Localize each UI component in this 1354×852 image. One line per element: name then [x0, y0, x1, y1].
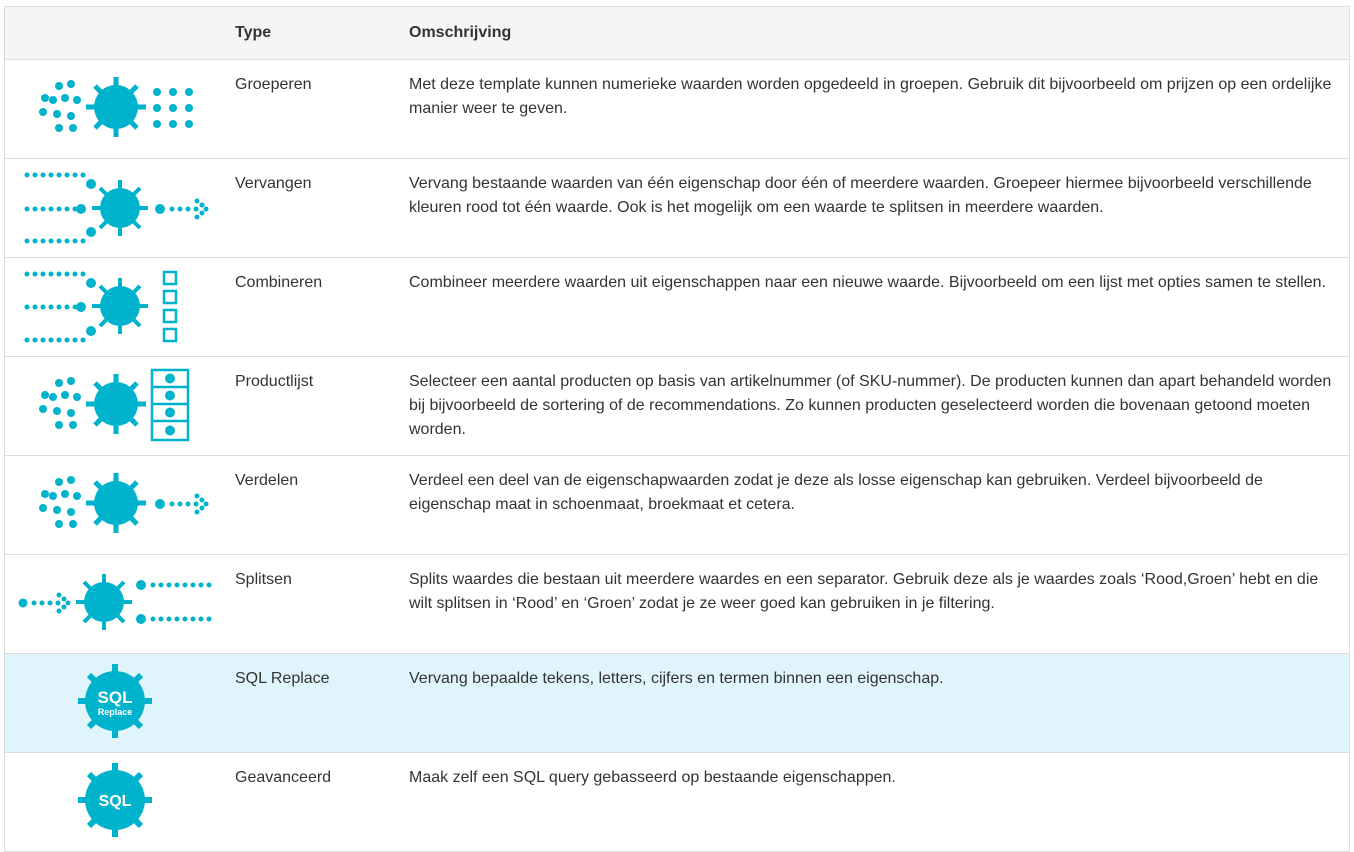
- row-description: Combineer meerdere waarden uit eigenschappen naar een nieuwe waarde. Bijvoorbeeld om een lijst met opties samen te stellen.: [409, 274, 1326, 291]
- row-type: SQL Replace: [235, 670, 330, 687]
- table-row-geavanceerd[interactable]: [5, 752, 1349, 851]
- row-type: Splitsen: [235, 571, 292, 588]
- table-row-sql-replace[interactable]: [5, 653, 1349, 752]
- table-row-verdelen[interactable]: [5, 455, 1349, 554]
- row-description: Met deze template kunnen numerieke waarden worden opgedeeld in groepen. Gebruik dit bijvoorbeeld om prijzen op een ordelijke manier weer te geven.: [409, 76, 1332, 117]
- header-type: Type: [235, 24, 272, 41]
- table-row-groeperen[interactable]: [5, 59, 1349, 158]
- combineren-icon: [5, 258, 225, 356]
- splitsen-icon: [5, 555, 225, 653]
- row-description: Splits waardes die bestaan uit meerdere waardes en een separator. Gebruik deze als je waardes zoals ‘Rood,Groen’ hebt en die wilt splitsen in ‘Rood’ en ‘Groen’ zodat je ze weer goed kan gebruiken in je filtering.: [409, 571, 1319, 612]
- row-description: Verdeel een deel van de eigenschapwaarden zodat je deze als losse eigenschap kan gebruiken. Verdeel bijvoorbeeld de eigenschap maat in schoenmaat, broekmaat et cetera.: [409, 472, 1263, 513]
- table-row-vervangen[interactable]: [5, 158, 1349, 257]
- row-description: Maak zelf een SQL query gebasseerd op bestaande eigenschappen.: [409, 769, 896, 786]
- table-header: [5, 7, 1349, 59]
- row-type: Groeperen: [235, 76, 312, 93]
- sql-replace-icon: [5, 654, 225, 752]
- row-type: Geavanceerd: [235, 769, 332, 786]
- row-type: Verdelen: [235, 472, 299, 489]
- svg-text:Replace: Replace: [97, 707, 133, 717]
- row-type: Combineren: [235, 274, 323, 291]
- row-type: Productlijst: [235, 373, 314, 390]
- row-type: Vervangen: [235, 175, 312, 192]
- header-description: Omschrijving: [409, 24, 512, 41]
- verdelen-icon: [5, 456, 225, 554]
- table-row-productlijst[interactable]: [5, 356, 1349, 455]
- svg-text:SQL: SQL: [98, 793, 132, 810]
- row-description: Vervang bestaande waarden van één eigenschap door één of meerdere waarden. Groepeer hiermee bijvoorbeeld verschillende kleuren rood tot één waarde. Ook is het mogelijk om een waarde te splitsen in meerdere waarden.: [409, 175, 1312, 216]
- sql-icon: [5, 753, 225, 851]
- row-description: Vervang bepaalde tekens, letters, cijfers en termen binnen een eigenschap.: [409, 670, 944, 687]
- row-description: Selecteer een aantal producten op basis van artikelnummer (of SKU-nummer). De producten kunnen dan apart behandeld worden bij bijvoorbeeld de sortering of de recommendations. Zo kunnen producten geselecteerd worden die bovenaan getoond moeten worden.: [409, 373, 1332, 438]
- vervangen-icon: [5, 159, 225, 257]
- productlijst-icon: [5, 357, 225, 455]
- table-row-splitsen[interactable]: [5, 554, 1349, 653]
- svg-text:SQL: SQL: [97, 688, 133, 707]
- groeperen-icon: [5, 60, 225, 158]
- templates-table: [4, 6, 1350, 852]
- table-row-combineren[interactable]: [5, 257, 1349, 356]
